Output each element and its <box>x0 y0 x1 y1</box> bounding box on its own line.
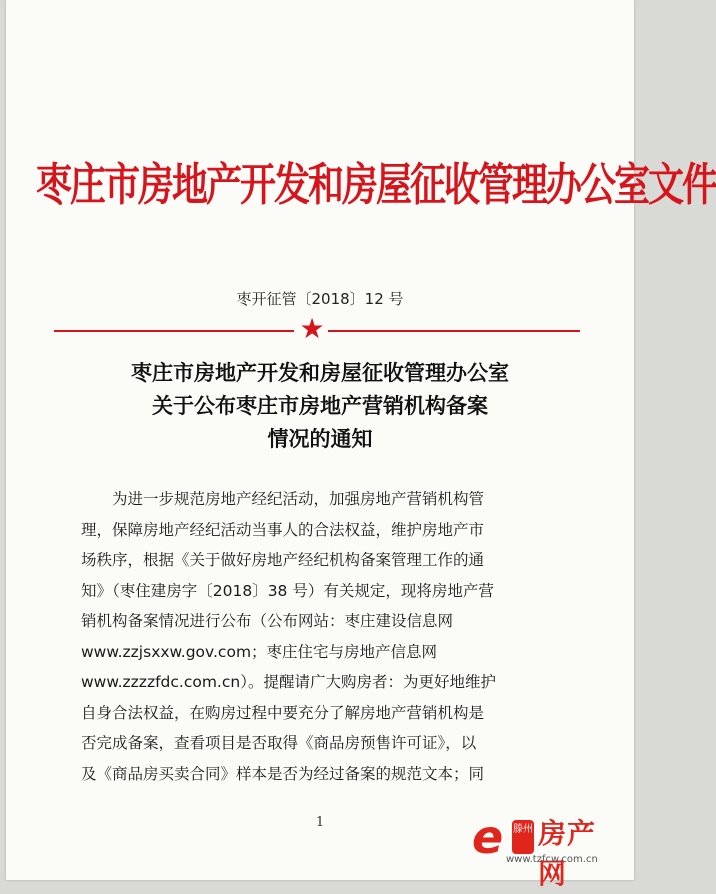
body-line: 知》（枣住建房字〔2018〕38 号）有关规定，现将房地产营 <box>81 581 494 600</box>
watermark-badge: 滕州 <box>512 820 534 854</box>
document-header-title: 枣庄市房地产开发和房屋征收管理办公室文件 <box>36 158 716 212</box>
body-line: 理，保障房地产经纪活动当事人的合法权益，维护房地产市 <box>81 520 485 539</box>
red-divider-left <box>54 330 294 332</box>
watermark-logo-icon: e <box>472 810 504 864</box>
site-watermark <box>472 810 622 890</box>
watermark-url: www.tzfcw.com.cn <box>506 854 598 865</box>
watermark-text: 房产网 <box>538 817 597 890</box>
body-line: 及《商品房买卖合同》样本是否为经过备案的规范文本；同 <box>81 764 485 783</box>
body-line: 否完成备案，查看项目是否取得《商品房预售许可证》，以 <box>81 734 477 752</box>
body-line: www.zzjsxxw.gov.com；枣庄住宅与房地产信息网 <box>81 642 438 661</box>
notice-title <box>6 356 634 455</box>
body-line: 场秩序，根据《关于做好房地产经纪机构备案管理工作的通 <box>81 551 485 569</box>
notice-body <box>81 484 571 789</box>
page-number: 1 <box>315 815 325 830</box>
body-line: 自身合法权益，在购房过程中要充分了解房地产营销机构是 <box>81 703 485 722</box>
body-line: www.zzzzfdc.com.cn）。提醒请广大购房者：为更好地维护 <box>81 673 496 691</box>
notice-title-line-2: 关于公布枣庄市房地产营销机构备案 <box>152 393 488 418</box>
document-number: 枣开征管〔2018〕12 号 <box>236 290 404 308</box>
red-divider-right <box>328 330 580 332</box>
star-icon: ★ <box>299 312 325 345</box>
body-line: 销机构备案情况进行公布（公布网站：枣庄建设信息网 <box>81 612 454 630</box>
document-page <box>6 0 716 880</box>
notice-title-line-3: 情况的通知 <box>267 426 373 451</box>
notice-title-line-1: 枣庄市房地产开发和房屋征收管理办公室 <box>131 360 509 385</box>
body-line: 为进一步规范房地产经纪活动，加强房地产营销机构管 <box>81 490 485 508</box>
